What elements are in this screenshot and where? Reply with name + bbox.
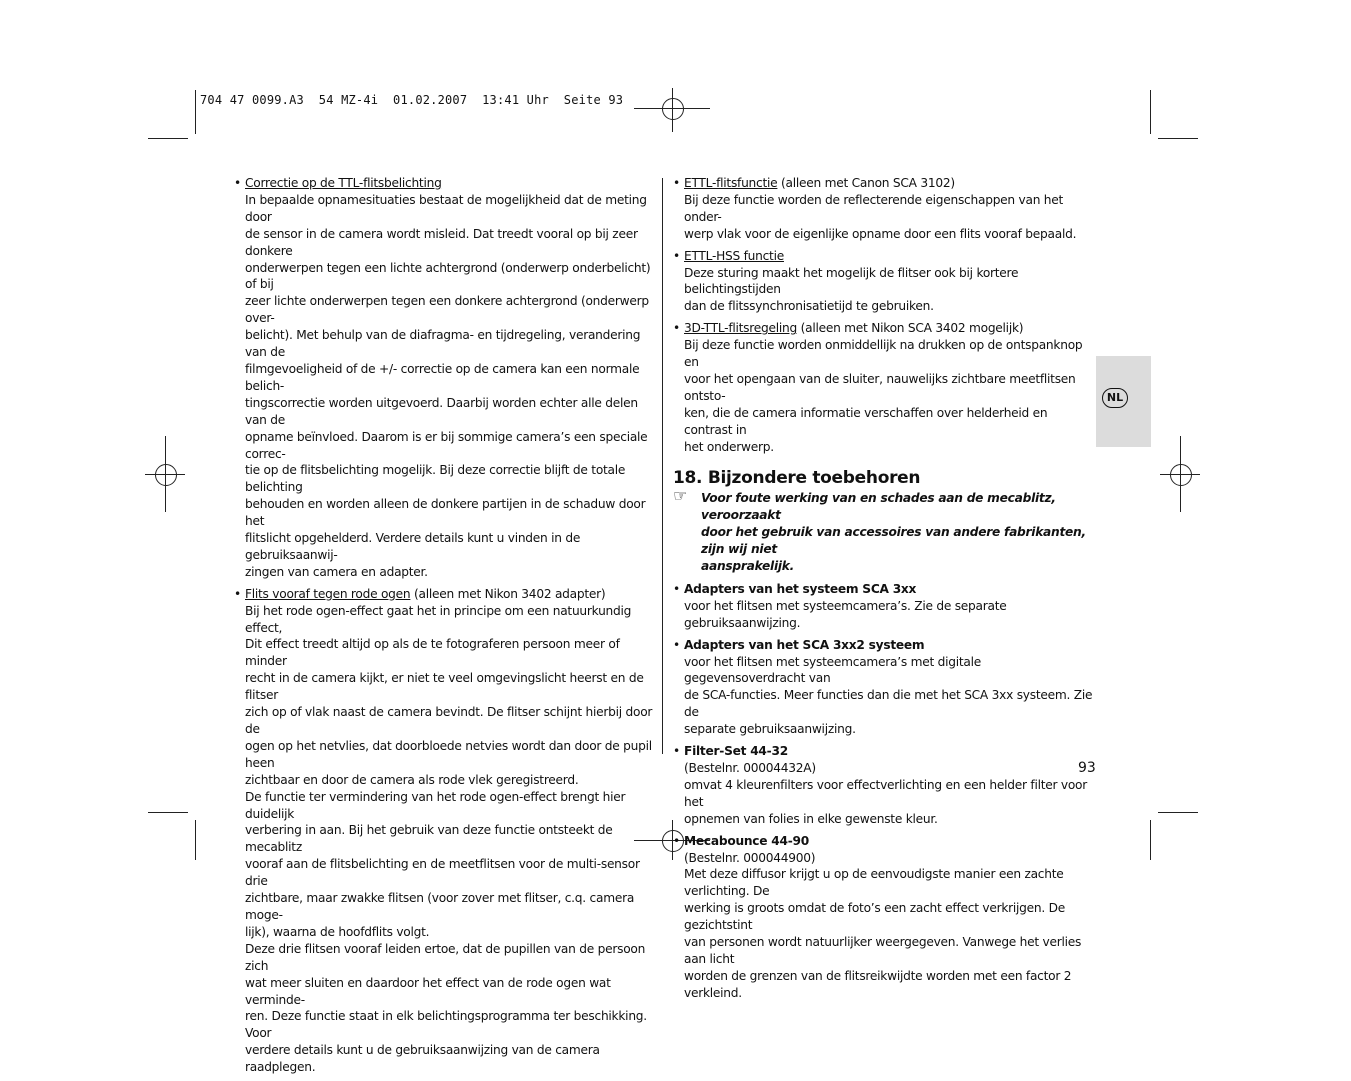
item-text-line: wat meer sluiten en daardoor het effect van de rode ogen wat verminde- xyxy=(245,975,611,1007)
bullet: • xyxy=(234,176,241,190)
item-title-line xyxy=(684,743,1098,760)
item-text-line: (Bestelnr. 000044900) xyxy=(684,850,816,865)
item-text-line: behouden en worden alleen de donkere partijen in de schaduw door het xyxy=(245,497,646,529)
bullet: • xyxy=(234,586,241,601)
item-text-line: Deze drie flitsen vooraf leiden ertoe, dat de pupillen van de persoon zich xyxy=(245,941,646,973)
item-text-line: omvat 4 kleurenfilters voor effectverlichting en een helder filter voor het xyxy=(684,777,1088,809)
page-number: 93 xyxy=(1078,760,1096,776)
item-text-line: de sensor in de camera wordt misleid. Dat treedt vooral op bij zeer donkere xyxy=(245,226,638,258)
bullet: • xyxy=(673,248,680,263)
item-text-line: onderwerpen tegen een lichte achtergrond (onderwerp onderbelicht) of bij xyxy=(245,260,651,292)
item-text-line: opname beïnvloed. Daarom is er bij sommige camera’s een speciale correc- xyxy=(245,429,648,461)
item-text-line: filmgevoeligheid of de +/- correctie op de camera kan een normale belich- xyxy=(245,361,640,393)
item-title-suffix: (alleen met Nikon 3402 adapter) xyxy=(410,586,606,601)
item-title-line xyxy=(684,637,1098,654)
item-title-line xyxy=(684,833,1098,850)
item-text-line: belicht). Met behulp van de diafragma- en tijdregeling, verandering van de xyxy=(245,328,641,360)
item-text-line: voor het opengaan van de sluiter, nauwelijks zichtbare meetflitsen ontsto- xyxy=(684,371,1076,403)
item-text-line: zingen van camera en adapter. xyxy=(245,564,428,579)
item-text-line: zichtbaar en door de camera als rode vlek geregistreerd. xyxy=(245,772,579,787)
item-text-line: Bij deze functie worden de reflecterende eigenschappen van het onder- xyxy=(684,192,1064,224)
item-text-line: de SCA-functies. Meer functies dan die met het SCA 3xx systeem. Zie de xyxy=(684,688,1093,720)
item-text-line: In bepaalde opnamesituaties bestaat de mogelijkheid dat de meting door xyxy=(245,192,647,224)
item-text-line: het onderwerp. xyxy=(684,439,774,454)
bullet: • xyxy=(673,176,680,190)
bullet: • xyxy=(673,581,680,596)
item-text-line: ken, die de camera informatie verschaffen over helderheid en contrast in xyxy=(684,405,1048,437)
list-item xyxy=(673,175,1098,243)
item-text-line: Deze sturing maakt het mogelijk de flitser ook bij kortere belichtingstijden xyxy=(684,265,1019,297)
item-title: Adapters van het systeem SCA 3xx xyxy=(684,581,917,596)
list-item xyxy=(673,637,1098,738)
item-text-line: werp vlak voor de eigenlijke opname door een flits vooraf bepaald. xyxy=(684,226,1077,241)
item-text-line: De functie ter vermindering van het rode ogen-effect brengt hier duidelijk xyxy=(245,789,626,821)
item-text-line: ogen op het netvlies, dat doorbloede netvies wordt dan door de pupil heen xyxy=(245,738,652,770)
item-text-line: Bij deze functie worden onmiddellijk na drukken op de ontspanknop en xyxy=(684,338,1083,370)
left-column xyxy=(234,175,659,1081)
warning-note xyxy=(673,486,1098,575)
section-heading: 18. Bijzondere toebehoren xyxy=(673,467,921,488)
item-text-line: lijk), waarna de hoofdflits volgt. xyxy=(245,924,430,939)
language-badge: NL xyxy=(1102,388,1128,408)
item-text-line: zichtbare, maar zwakke flitsen (voor zover met flitser, c.q. camera moge- xyxy=(245,891,635,922)
item-text-line: Bij het rode ogen-effect gaat het in principe om een natuurkundig effect, xyxy=(245,603,632,635)
item-text-line: (Bestelnr. 00004432A) xyxy=(684,761,816,775)
item-text-line: werking is groots omdat de foto’s een zacht effect verkrijgen. De gezichtstint xyxy=(684,901,1066,933)
item-text-line: Met deze diffusor krijgt u op de eenvoudigste manier een zachte verlichting. De xyxy=(684,867,1064,899)
item-text-line: Dit effect treedt altijd op als de te fotograferen persoon meer of minder xyxy=(245,637,620,669)
list-item xyxy=(673,833,1098,1002)
item-text-line: verdere details kunt u de gebruiksaanwijzing van de camera raadplegen. xyxy=(245,1043,600,1075)
item-title: ETTL-flitsfunctie xyxy=(684,176,778,190)
bullet: • xyxy=(673,637,680,652)
item-text-line: separate gebruiksaanwijzing. xyxy=(684,722,856,737)
column-divider xyxy=(662,178,663,754)
item-text-line: opnemen van folies in elke gewenste kleur. xyxy=(684,811,938,826)
item-text-line: zeer lichte onderwerpen tegen een donkere achtergrond (onderwerp over- xyxy=(245,294,649,326)
item-text-line: tingscorrectie worden uitgevoerd. Daarbij worden echter alle delen van de xyxy=(245,395,638,427)
item-text-line: recht in de camera kijkt, er niet te veel omgevingslicht heerst en de flitser xyxy=(245,671,644,703)
list-item xyxy=(673,581,1098,632)
item-text-line: zich op of vlak naast de camera bevindt. De flitser schijnt hierbij door de xyxy=(245,705,653,736)
warning-line: Voor foute werking van en schades aan de mecablitz, veroorzaakt xyxy=(701,491,1056,523)
item-title-suffix: (alleen met Nikon SCA 3402 mogelijk) xyxy=(796,321,1024,336)
item-title-line xyxy=(684,581,1098,598)
item-title-line xyxy=(684,175,1098,192)
print-info-line: 704 47 0099.A3 54 MZ-4i 01.02.2007 13:41 Uhr Seite 93 xyxy=(200,93,624,107)
item-title: Adapters van het SCA 3xx2 systeem xyxy=(684,637,925,652)
list-item xyxy=(234,586,659,1076)
item-text-line: worden de grenzen van de flitsreikwijdte worden met een factor 2 verkleind. xyxy=(684,968,1072,1000)
item-title-suffix: (alleen met Canon SCA 3102) xyxy=(777,176,955,190)
warning-line: door het gebruik van accessoires van andere fabrikanten, zijn wij niet xyxy=(701,525,1086,557)
item-title: Mecabounce 44-90 xyxy=(684,833,810,848)
item-title: 3D-TTL-flitsregeling xyxy=(684,321,797,336)
item-title-line xyxy=(245,175,659,192)
item-text-line: tie op de flitsbelichting mogelijk. Bij deze correctie blijft de totale belichting xyxy=(245,463,626,495)
list-item xyxy=(673,320,1098,455)
item-title: Flits vooraf tegen rode ogen xyxy=(245,586,411,601)
list-item xyxy=(234,175,659,581)
item-text-line: dan de flitssynchronisatietijd te gebruiken. xyxy=(684,299,934,314)
item-text-line: flitslicht opgehelderd. Verdere details kunt u vinden in de gebruiksaanwij- xyxy=(245,531,581,562)
warning-line: aansprakelijk. xyxy=(701,559,795,574)
pointing-hand-icon: ☞ xyxy=(673,486,688,506)
right-column xyxy=(673,175,1098,1007)
item-text-line: ren. Deze functie staat in elk belichtingsprogramma ter beschikking. Voor xyxy=(245,1009,647,1041)
item-text-line: vooraf aan de flitsbelichting en de meetflitsen voor de multi-sensor drie xyxy=(245,857,640,889)
item-text-line: verbering in aan. Bij het gebruik van deze functie ontsteekt de mecablitz xyxy=(245,823,613,855)
item-text-line: voor het flitsen met systeemcamera’s. Zie de separate gebruiksaanwijzing. xyxy=(684,598,1007,630)
item-title: Correctie op de TTL-flitsbelichting xyxy=(245,176,442,190)
item-title: ETTL-HSS functie xyxy=(684,248,784,263)
item-title-line xyxy=(684,248,1098,265)
bullet: • xyxy=(673,744,680,759)
item-title: Filter-Set 44-32 xyxy=(684,744,788,759)
list-item xyxy=(673,743,1098,828)
item-text-line: van personen wordt natuurlijker weergegeven. Vanwege het verlies aan licht xyxy=(684,935,1082,966)
list-item xyxy=(673,248,1098,316)
item-title-line xyxy=(245,586,659,603)
bullet: • xyxy=(673,321,680,336)
bullet: • xyxy=(673,833,680,848)
item-title-line xyxy=(684,320,1098,337)
item-text-line: voor het flitsen met systeemcamera’s met digitale gegevensoverdracht van xyxy=(684,654,982,686)
